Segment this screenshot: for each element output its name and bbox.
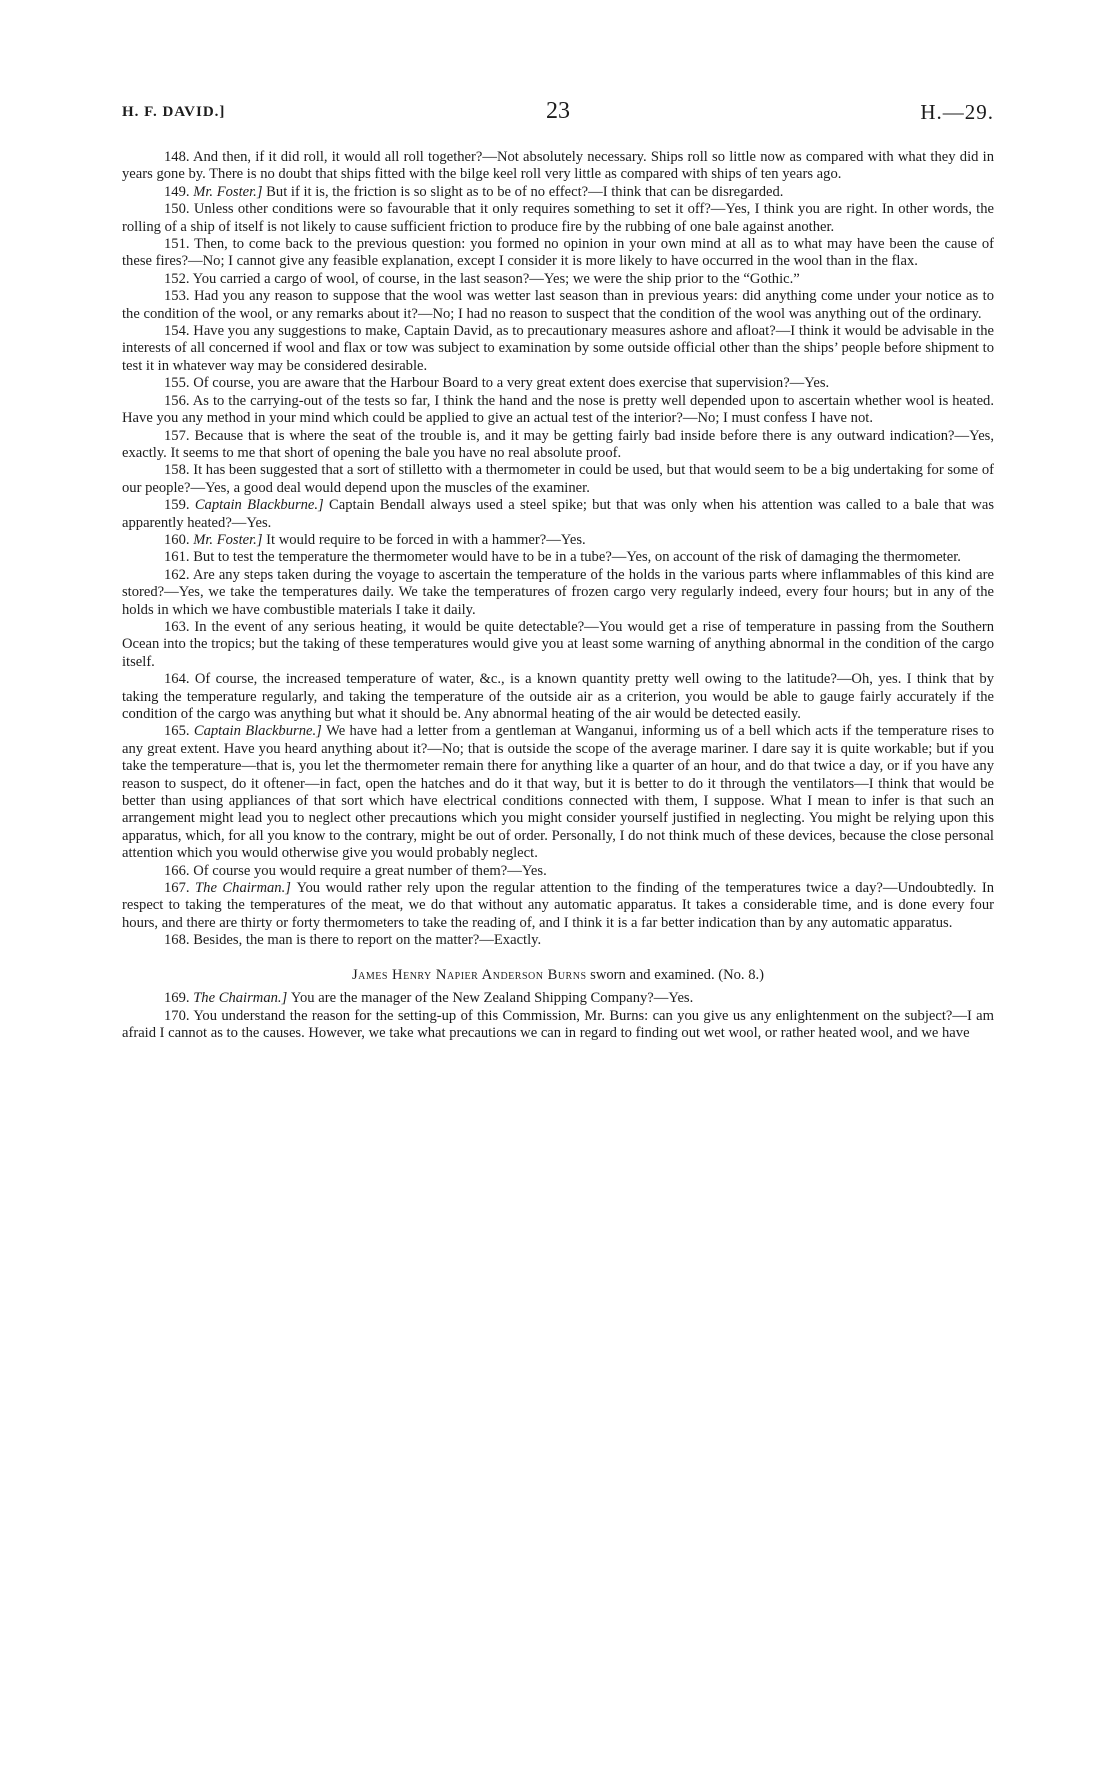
qa-paragraph — [122, 1008, 994, 1043]
paragraph-text: 163. In the event of any serious heating, it would be quite detectable?—You would get a rise of temperature in passing from the Southern Ocean into the tropics; but the taking of these temperatures would give you at least some warning of anything abnormal in the condition of the cargo itself. — [122, 618, 994, 670]
qa-paragraph — [122, 671, 994, 723]
question-number: 167. — [164, 880, 196, 897]
qa-paragraph — [122, 932, 994, 949]
qa-paragraph — [122, 375, 994, 392]
paragraph-text: 158. It has been suggested that a sort of stilletto with a thermometer in could be used, but that would seem to be a big undertaking for some of our people?—Yes, a good deal would depend upon the muscles of the examiner. — [122, 462, 994, 496]
paragraph-text: 154. Have you any suggestions to make, Captain David, as to precautionary measures ashore and afloat?—I think it would be advisable in the interests of all concerned if wool and flax or tow was subject to examination by some outside official other than the ships’ people before shipment to test it in whatever way may be considered desirable. — [122, 323, 994, 374]
witness-heading — [122, 967, 994, 984]
qa-paragraph — [122, 149, 994, 184]
qa-paragraph — [122, 880, 994, 932]
speaker-label: The Chairman.] — [193, 990, 291, 1007]
paragraph-block-1 — [122, 149, 994, 950]
qa-paragraph — [122, 271, 994, 288]
paragraph-text: 170. You understand the reason for the setting-up of this Commission, Mr. Burns: can you give us any enlightenment on the subject?—I am afraid I cannot as to the causes. However, we take what precautions we can in regard to finding out wet wool, or rather heated wool, and we have — [122, 1007, 994, 1041]
paragraph-text: 153. Had you any reason to suppose that the wool was wetter last season than in previous years: did anything come under your notice as to the condition of the wool, or any remarks about it?—No; I had no reason to suspect that the condition of the wool was anything out of the ordinary. — [122, 288, 994, 322]
qa-paragraph — [122, 184, 994, 201]
witness-name: James Henry Napier Anderson Burns — [351, 966, 587, 983]
speaker-label: Captain Blackburne.] — [193, 723, 327, 740]
qa-paragraph — [122, 288, 994, 323]
paragraph-text: 156. As to the carrying-out of the tests so far, I think the hand and the nose is pretty well depended upon to ascertain whether wool is heated. Have you any method in your mind which could be applied to give an actual test of the interior?—No; I must confess I have not. — [122, 392, 994, 427]
document-reference: H.—29. — [920, 100, 994, 124]
paragraph-text: 161. But to test the temperature the thermometer would have to be in a tube?—Yes, on account of the risk of damaging the thermometer. — [164, 549, 961, 566]
paragraph-text: You are the manager of the New Zealand Shipping Company?—Yes. — [290, 990, 694, 1007]
question-number: 169. — [164, 990, 194, 1007]
speaker-label: Mr. Foster.] — [193, 531, 267, 548]
page-header — [122, 98, 994, 132]
qa-paragraph — [122, 236, 994, 271]
qa-paragraph — [122, 428, 994, 463]
speaker-label: The Chairman.] — [195, 880, 297, 897]
question-number: 149. — [164, 183, 194, 200]
paragraph-text: 151. Then, to come back to the previous question: you formed no opinion in your own mind at all as to what may have been the cause of these fires?—No; I cannot give any feasible explanation, except I consider it is more likely to have occurred in the wool than in the flax. — [122, 236, 994, 270]
paragraph-text: 155. Of course, you are aware that the Harbour Board to a very great extent does exercise that supervision?—Yes. — [164, 375, 830, 392]
speaker-label: Mr. Foster.] — [193, 183, 267, 200]
qa-paragraph — [122, 723, 994, 862]
paragraph-block-2 — [122, 990, 994, 1042]
witness-status: sworn and examined. (No. 8.) — [590, 966, 765, 983]
question-number: 159. — [164, 497, 195, 514]
page-number: 23 — [546, 98, 570, 124]
qa-paragraph — [122, 462, 994, 497]
paragraph-text: 168. Besides, the man is there to report on the matter?—Exactly. — [164, 932, 542, 949]
page-body — [122, 149, 994, 1042]
question-number: 160. — [164, 531, 194, 548]
paragraph-text: 157. Because that is where the seat of the trouble is, and it may be getting fairly bad inside before there is any outward indication?—Yes, exactly. It seems to me that short of opening the bale you have no real absolute proof. — [122, 427, 994, 461]
qa-paragraph — [122, 323, 994, 375]
paragraph-text: It would require to be forced in with a hammer?—Yes. — [266, 531, 586, 548]
qa-paragraph — [122, 201, 994, 236]
qa-paragraph — [122, 567, 994, 619]
paragraph-text: You would rather rely upon the regular attention to the finding of the temperatures twice a day?—Undoubtedly. In respect to taking the temperatures of the meat, we do that without any automatic apparatus. It takes a considerable time, and is done every four hours, and there are thirty or forty thermometers to take the reading of, and I think it is a far better indication than by any automatic apparatus. — [122, 880, 994, 931]
paragraph-text: 152. You carried a cargo of wool, of course, in the last season?—Yes; we were the ship prior to the “Gothic.” — [164, 270, 800, 287]
speaker-label: Captain Blackburne.] — [194, 497, 330, 514]
qa-paragraph — [122, 619, 994, 671]
paragraph-text: Captain Bendall always used a steel spike; but that was only when his attention was called to a bale that was apparently heated?—Yes. — [122, 497, 994, 531]
paragraph-text: 162. Are any steps taken during the voyage to ascertain the temperature of the holds in the various parts where inflammables of this kind are stored?—Yes, we take the temperatures daily. We take the temperatures of frozen cargo very regularly indeed, every four hours; but in any of the holds in which we have combustible materials I take it daily. — [122, 566, 994, 618]
paragraph-text: 148. And then, if it did roll, it would all roll together?—Not absolutely necessary. Ships roll so little now as compared with what they did in years gone by. There is no doubt that ships fitted with the bilge keel roll very little as compared with ships of ten years ago. — [122, 149, 994, 183]
qa-paragraph — [122, 549, 994, 566]
qa-paragraph — [122, 532, 994, 549]
paragraph-text: But if it is, the friction is so slight as to be of no effect?—I think that can be disregarded. — [266, 183, 784, 200]
qa-paragraph — [122, 863, 994, 880]
qa-paragraph — [122, 497, 994, 532]
question-number: 165. — [164, 723, 194, 740]
qa-paragraph — [122, 990, 994, 1007]
paragraph-text: We have had a letter from a gentleman at Wanganui, informing us of a bell which acts if the temperature rises to any great extent. Have you heard anything about it?—No; that is outside the scope of the average mariner. I dare say it is quite workable; but if you take the temperature—that is, you let the thermometer remain there for anything like a quarter of an hour, and do that twice a day, or if you have any reason to suspect, do it oftener—in fact, open the hatches and do it that way, but it is better to do it through the ventilators—I think that would be better than using appliances of that sort which have electrical conditions connected with them, I suppose. What I mean to infer is that such an arrangement might lead you to neglect other precautions which you might consider yourself justified in neglecting. You might be relying upon this apparatus, which, for all you know to the contrary, might be out of order. Personally, I do not think much of these devices, because the close personal attention which you would otherwise give you would probably neglect. — [122, 723, 994, 862]
paragraph-text: 166. Of course you would require a great number of them?—Yes. — [164, 862, 547, 879]
header-witness-name: H. F. DAVID.] — [122, 104, 226, 120]
paragraph-text: 150. Unless other conditions were so favourable that it only requires something to set it off?—Yes, I think you are right. In other words, the rolling of a ship of itself is not likely to cause sufficient friction to produce fire by the rubbing of one bale against another. — [122, 201, 994, 235]
qa-paragraph — [122, 393, 994, 428]
paragraph-text: 164. Of course, the increased temperature of water, &c., is a known quantity pretty well owing to the latitude?—Oh, yes. I think that by taking the temperature regularly, and taking the temperature of the outside air as a criterion, you would be able to gauge fairly accurately if the condition of the cargo was anything but what it should be. Any abnormal heating of the air would be detected easily. — [122, 671, 994, 722]
